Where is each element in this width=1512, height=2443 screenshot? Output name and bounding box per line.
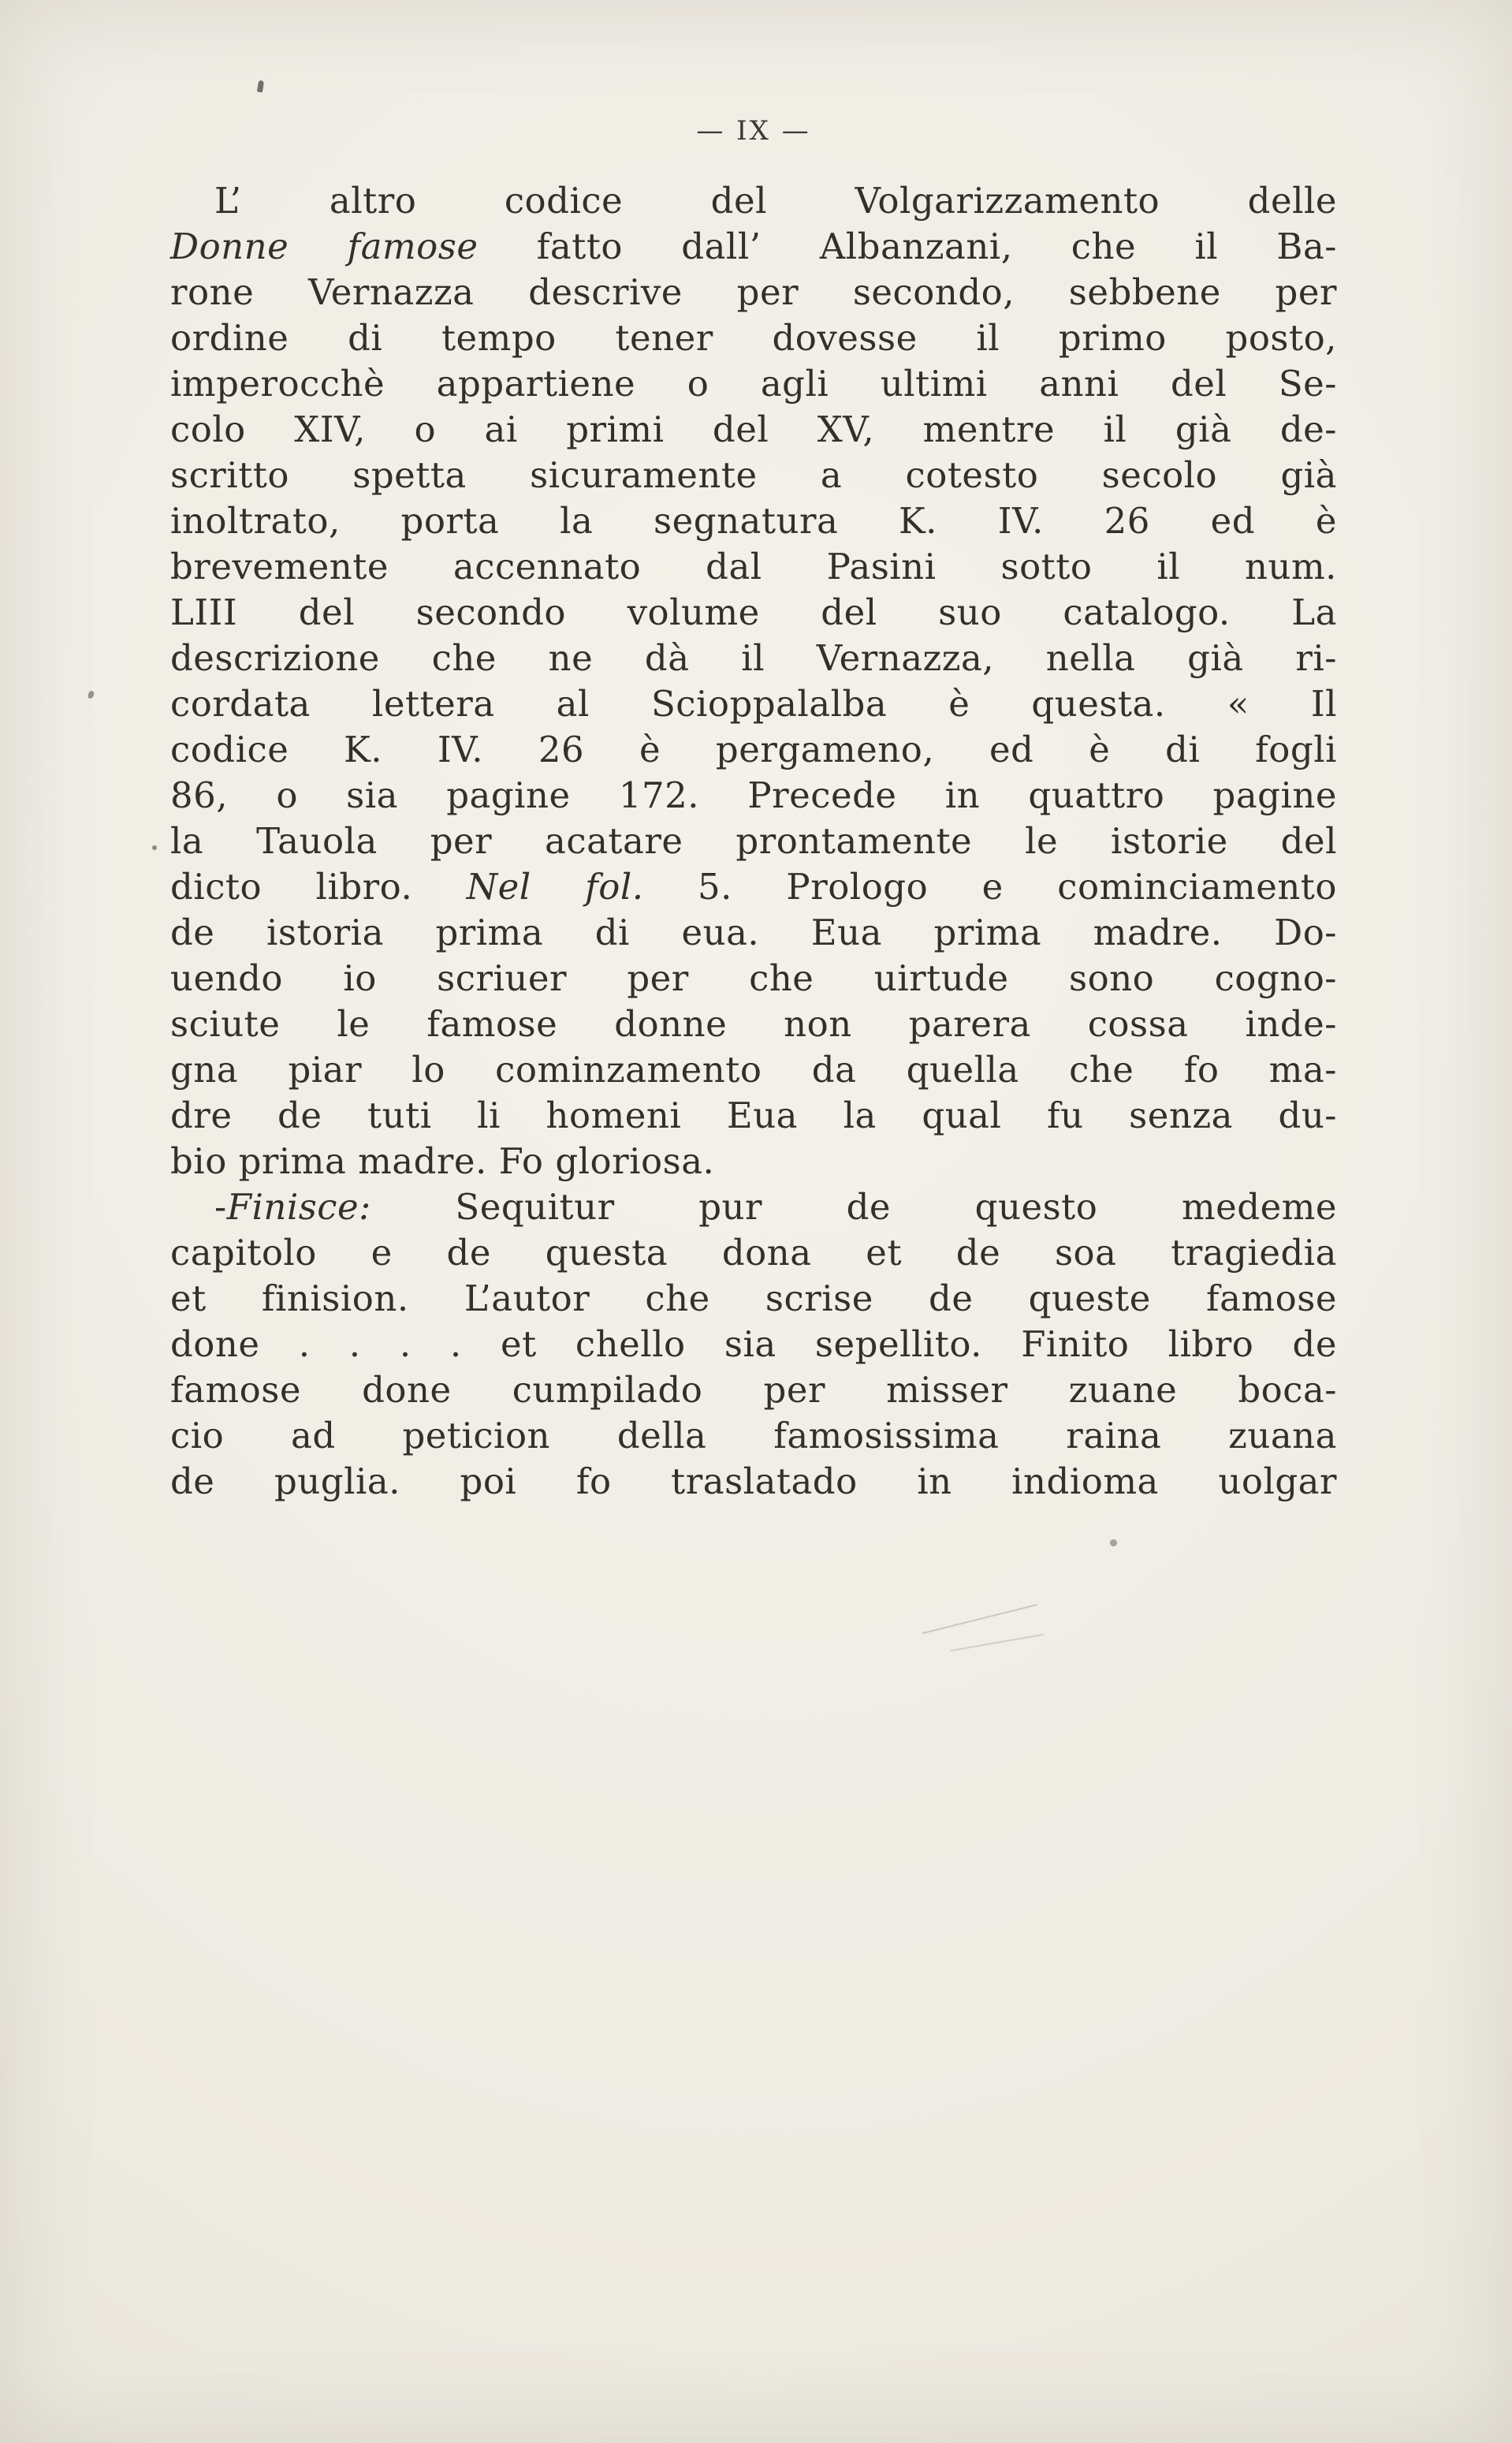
text-line [170,681,1337,727]
text-line [170,636,1337,681]
text-line [170,1276,1337,1322]
text-line [170,590,1337,636]
text-line [170,1459,1337,1505]
text-line [170,270,1337,315]
text-line [170,1139,1337,1184]
text-line [170,1413,1337,1459]
text-line [170,910,1337,956]
text-segment: done . . . . et chello sia sepellito. Finito libro de [170,1323,1337,1365]
text-segment: uendo io scriuer per che uirtude sono cogno- [170,957,1337,999]
text-segment: codice K. IV. 26 è pergameno, ed è di fogli [170,729,1337,770]
text-line [170,1047,1337,1093]
text-line [170,407,1337,453]
text-segment: fatto dall’ Albanzani, che il Ba- [478,226,1338,267]
text-segment: Sequitur pur de questo medeme [371,1186,1337,1228]
text-segment: scritto spetta sicuramente a cotesto secolo già [170,454,1337,496]
text-line [170,1367,1337,1413]
text-segment: de puglia. poi fo traslatado in indioma uolgar [170,1460,1337,1502]
text-body [170,178,1337,1505]
scan-artifact [257,80,264,93]
text-segment: sciute le famose donne non parera cossa inde- [170,1003,1337,1045]
text-line [170,1093,1337,1139]
text-segment: cordata lettera al Scioppalalba è questa. « Il [170,683,1337,725]
text-segment: inoltrato, porta la segnatura K. IV. 26 ed è [170,500,1337,542]
text-line [170,773,1337,819]
text-segment: LIII del secondo volume del suo catalogo. La [170,591,1337,633]
text-segment: L’ altro codice del Volgarizzamento delle [214,180,1337,222]
text-line [170,498,1337,544]
text-segment: de istoria prima di eua. Eua prima madre. Do- [170,912,1337,953]
text-line [170,864,1337,910]
page-number: — IX — [696,115,811,147]
text-segment: ordine di tempo tener dovesse il primo posto, [170,317,1337,359]
text-line [170,1322,1337,1367]
text-line [170,453,1337,498]
italic-text-segment: Nel fol. [466,866,644,908]
text-line [170,224,1337,270]
text-segment: 5. Prologo e cominciamento [643,866,1337,908]
text-line [170,178,1337,224]
italic-text-segment: Donne famose [170,226,479,267]
text-segment: famose done cumpilado per misser zuane boca- [170,1369,1337,1411]
text-segment: - [214,1186,227,1228]
text-segment: descrizione che ne dà il Vernazza, nella già ri- [170,637,1337,679]
text-line [170,361,1337,407]
text-line [170,1001,1337,1047]
italic-text-segment: Finisce: [226,1186,371,1228]
text-segment: 86, o sia pagine 172. Precede in quattro pagine [170,774,1337,816]
text-line [170,956,1337,1001]
text-line [170,315,1337,361]
scan-artifact [88,690,95,699]
text-segment: rone Vernazza descrive per secondo, sebbene per [170,271,1337,313]
scan-artifact [922,1604,1037,1634]
text-segment: la Tauola per acatare prontamente le istorie del [170,820,1337,862]
text-segment: capitolo e de questa dona et de soa tragiedia [170,1232,1337,1274]
text-segment: dre de tuti li homeni Eua la qual fu senza du- [170,1095,1337,1136]
text-segment: gna piar lo cominzamento da quella che fo ma- [170,1049,1337,1091]
text-segment: dicto libro. [170,866,467,908]
scan-artifact [1110,1539,1117,1546]
scan-artifact [951,1634,1045,1652]
text-segment: bio prima madre. Fo gloriosa. [170,1140,715,1182]
text-line [170,819,1337,864]
scan-artifact [152,845,157,850]
text-segment: cio ad peticion della famosissima raina zuana [170,1415,1337,1456]
text-segment: imperocchè appartiene o agli ultimi anni del Se- [170,363,1337,405]
text-segment: brevemente accennato dal Pasini sotto il num. [170,546,1337,587]
text-line [170,1184,1337,1230]
text-segment: et finision. L’autor che scrise de queste famose [170,1277,1337,1319]
text-line [170,727,1337,773]
text-line [170,544,1337,590]
text-line [170,1230,1337,1276]
text-segment: colo XIV, o ai primi del XV, mentre il già de- [170,408,1337,450]
